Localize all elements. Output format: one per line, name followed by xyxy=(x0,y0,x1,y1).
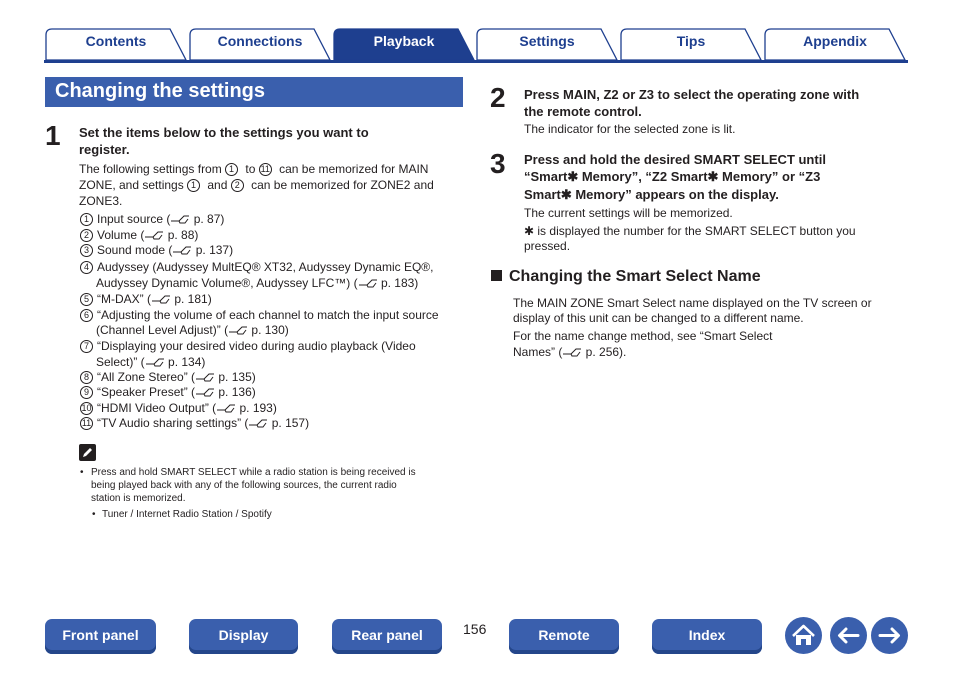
forward-arrow-icon[interactable] xyxy=(871,617,908,654)
page-reference-icon xyxy=(172,244,192,255)
list-item-continuation: Audyssey Dynamic Volume®, Audyssey LFC™) ( p. 183) xyxy=(96,276,419,290)
tab-playback[interactable]: Playback xyxy=(373,33,435,49)
list-item: 5 “M-DAX” ( p. 181) xyxy=(80,292,212,308)
index-button[interactable]: Index xyxy=(652,619,762,654)
page-number: 156 xyxy=(463,621,487,637)
smart-name-p1-line2: display of this unit can be changed to a different name. xyxy=(513,311,804,325)
note-line1: Press and hold SMART SELECT while a radio station is being received is xyxy=(91,467,416,478)
pencil-note-icon xyxy=(79,444,96,461)
circled-number: 1 xyxy=(225,163,238,176)
step-1-heading-line2: register. xyxy=(79,142,130,157)
page-reference-icon xyxy=(358,277,378,288)
step-3-heading-line2: “Smart✱ Memory”, “Z2 Smart✱ Memory” or “Z3 xyxy=(524,169,821,184)
page-reference-icon xyxy=(195,386,215,397)
step-1-intro-line2: ZONE, and settings 1 and 2 can be memorized for ZONE2 and xyxy=(79,178,434,192)
circled-number: 2 xyxy=(231,179,244,192)
tab-tips[interactable]: Tips xyxy=(676,33,706,49)
page-reference-icon xyxy=(216,402,236,413)
step-1-intro-line1: The following settings from 1 to 11 can be memorized for MAIN xyxy=(79,162,429,176)
tab-appendix[interactable]: Appendix xyxy=(803,33,867,49)
rear-panel-button[interactable]: Rear panel xyxy=(332,619,442,654)
page-reference-icon xyxy=(248,417,268,428)
list-item: 2 Volume ( p. 88) xyxy=(80,228,198,244)
step-3-heading-line1: Press and hold the desired SMART SELECT until xyxy=(524,152,826,167)
page-reference-icon xyxy=(170,213,190,224)
page-reference-icon xyxy=(145,356,165,367)
tab-connections[interactable]: Connections xyxy=(217,33,303,49)
note-sub-bullet: • xyxy=(92,509,96,520)
tab-contents[interactable]: Contents xyxy=(85,33,147,49)
list-item: 8 “All Zone Stereo” ( p. 135) xyxy=(80,370,256,386)
note-line2: being played back with any of the following sources, the current radio xyxy=(91,480,397,491)
back-arrow-icon[interactable] xyxy=(830,617,867,654)
smart-name-p1-line1: The MAIN ZONE Smart Select name displayed on the TV screen or xyxy=(513,296,872,310)
page-reference-icon xyxy=(151,293,171,304)
page-reference-icon xyxy=(562,346,582,357)
step-2-heading-line2: the remote control. xyxy=(524,104,642,119)
note-line3: station is memorized. xyxy=(91,493,186,504)
step-3-heading-line3: Smart✱ Memory” appears on the display. xyxy=(524,187,779,202)
front-panel-button[interactable]: Front panel xyxy=(45,619,156,654)
step-2-heading-line1: Press MAIN, Z2 or Z3 to select the operating zone with xyxy=(524,87,860,102)
tab-underline xyxy=(44,60,908,63)
circled-number: 11 xyxy=(260,164,270,174)
step-1-heading-line1: Set the items below to the settings you want to xyxy=(79,125,369,140)
list-item: 1 Input source ( p. 87) xyxy=(80,212,224,228)
list-item: 6 “Adjusting the volume of each channel to match the input source xyxy=(80,308,439,324)
list-item: 9 “Speaker Preset” ( p. 136) xyxy=(80,385,256,401)
smart-name-p2-line2: Names” ( p. 256). xyxy=(513,345,627,359)
circled-number: 1 xyxy=(187,179,200,192)
note-bullet: • xyxy=(80,467,84,478)
list-item: 4 Audyssey (Audyssey MultEQ® XT32, Audyssey Dynamic EQ®, xyxy=(80,260,433,276)
tab-settings[interactable]: Settings xyxy=(519,33,575,49)
step-2-number: 2 xyxy=(490,82,506,113)
step-3-body2-line1: ✱ is displayed the number for the SMART SELECT button you xyxy=(524,224,856,238)
list-item: 3 Sound mode ( p. 137) xyxy=(80,243,233,259)
section-title-bar xyxy=(45,77,463,107)
square-bullet-icon xyxy=(491,270,502,281)
list-item: 11 “TV Audio sharing settings” ( p. 157) xyxy=(81,416,310,430)
step-3-body2-line2: pressed. xyxy=(524,239,571,253)
note-sub-item: Tuner / Internet Radio Station / Spotify xyxy=(102,509,272,520)
list-item: 10 “HDMI Video Output” ( p. 193) xyxy=(81,401,277,415)
smart-name-p2-line1: For the name change method, see “Smart Select xyxy=(513,329,773,343)
page-reference-icon xyxy=(228,324,248,335)
list-item: 7 “Displaying your desired video during audio playback (Video xyxy=(80,339,416,355)
page-reference-icon xyxy=(144,229,164,240)
step-1-intro-line3: ZONE3. xyxy=(79,194,123,208)
list-item-continuation: (Channel Level Adjust)” ( p. 130) xyxy=(96,323,289,337)
list-item-continuation: Select)” ( p. 134) xyxy=(96,355,206,369)
tab-bar xyxy=(44,27,908,61)
section-title: Changing the settings xyxy=(55,80,265,102)
step-3-number: 3 xyxy=(490,148,506,179)
step-1-number: 1 xyxy=(45,120,61,151)
subsection-heading: Changing the Smart Select Name xyxy=(491,268,761,286)
step-3-body1: The current settings will be memorized. xyxy=(524,206,733,220)
remote-button[interactable]: Remote xyxy=(509,619,619,654)
page-reference-icon xyxy=(195,371,215,382)
display-button[interactable]: Display xyxy=(189,619,298,654)
step-2-body: The indicator for the selected zone is lit. xyxy=(524,122,736,136)
home-icon[interactable] xyxy=(785,617,822,654)
